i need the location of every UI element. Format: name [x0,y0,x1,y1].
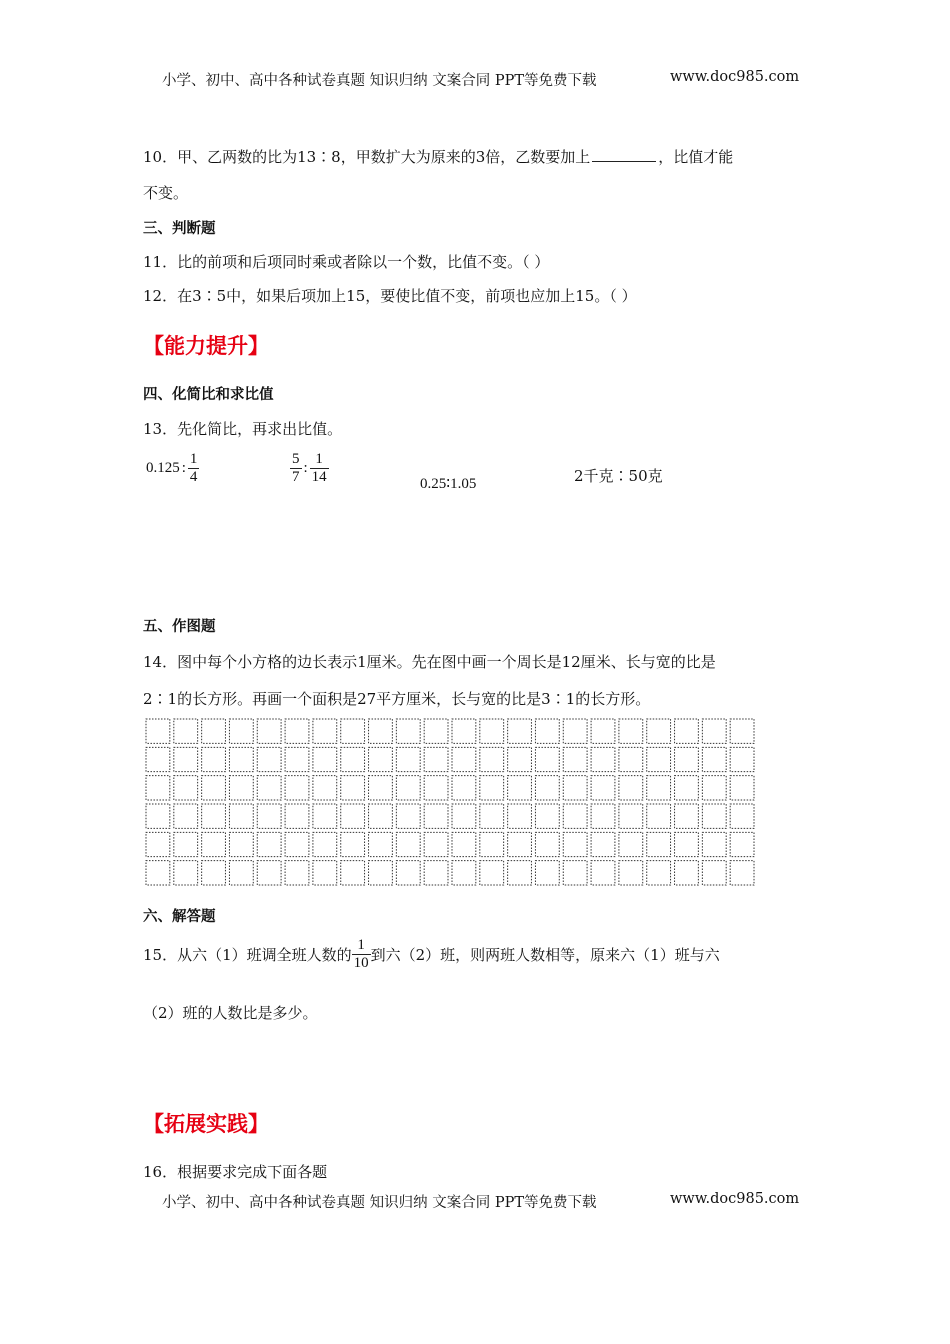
footer-url[interactable]: www.doc985.com [670,1191,800,1207]
drawing-grid[interactable] [143,716,757,888]
grid-cell[interactable] [341,776,365,800]
footer-left: 小学、初中、高中各种试卷真题 知识归纳 文案合同 PPT等免费下载 [162,1195,597,1211]
grid-cell[interactable] [452,832,476,856]
grid-cell[interactable] [285,719,309,743]
section-heading-judgement: 三、判断题 [143,221,216,237]
grid-cell[interactable] [369,719,393,743]
grid-cell[interactable] [146,861,170,885]
grid-cell[interactable] [452,804,476,828]
grid-cell[interactable] [341,832,365,856]
question-10 [143,146,733,167]
grid-cell[interactable] [675,832,699,856]
grid-cell[interactable] [174,804,198,828]
expr1-colon: : [181,459,186,476]
question-15 [143,937,720,971]
grid-cell[interactable] [480,861,504,885]
question-10-text-end: ，比值才能 [658,148,734,166]
expr2-denominator-1: 7 [292,468,300,485]
grid-cell[interactable] [702,776,726,800]
grid-cell[interactable] [730,776,754,800]
header-url[interactable]: www.doc985.com [670,69,800,85]
grid-cell[interactable] [285,776,309,800]
grid-cell[interactable] [535,776,559,800]
grid-cell[interactable] [146,719,170,743]
question-15-fraction [352,937,371,971]
banner-ability: 【能力提升】 [143,334,269,358]
grid-cell[interactable] [619,804,643,828]
grid-cell[interactable] [257,861,281,885]
grid-cell[interactable] [647,719,671,743]
expr1-decimal: 0.125 [146,459,180,476]
grid-cell[interactable] [480,804,504,828]
grid-cell[interactable] [563,832,587,856]
expr1-numerator: 1 [189,451,198,467]
grid-cell[interactable] [229,804,253,828]
grid-cell[interactable] [702,747,726,771]
grid-cell[interactable] [647,776,671,800]
grid-cell[interactable] [257,776,281,800]
grid-cell[interactable] [591,719,615,743]
grid-cell[interactable] [619,776,643,800]
grid-cell[interactable] [535,719,559,743]
grid-cell[interactable] [202,804,226,828]
grid-cell[interactable] [563,747,587,771]
grid-cell[interactable] [591,776,615,800]
grid-cell[interactable] [563,776,587,800]
grid-cell[interactable] [396,776,420,800]
grid-cell[interactable] [257,747,281,771]
grid-cell[interactable] [313,747,337,771]
grid-cell[interactable] [480,719,504,743]
grid-cell[interactable] [396,861,420,885]
grid-cell[interactable] [174,832,198,856]
grid-cell[interactable] [424,804,448,828]
grid-cell[interactable] [452,747,476,771]
grid-cell[interactable] [146,804,170,828]
grid-cell[interactable] [647,804,671,828]
grid-cell[interactable] [202,832,226,856]
grid-cell[interactable] [396,804,420,828]
grid-cell[interactable] [369,776,393,800]
grid-cell[interactable] [313,861,337,885]
grid-cell[interactable] [647,747,671,771]
expr2-colon: : [303,459,308,476]
grid-cell[interactable] [591,747,615,771]
expr2-numerator-2: 1 [315,451,323,467]
grid-cell[interactable] [229,747,253,771]
grid-cell[interactable] [202,719,226,743]
expr2-fraction-2 [310,451,329,485]
grid-cell[interactable] [480,747,504,771]
question-16: 16．根据要求完成下面各题 [143,1163,328,1181]
expression-4: 2千克∶50克 [574,467,663,485]
question-15-text: 15．从六（1）班调全班人数的 [143,945,352,964]
grid-cell[interactable] [675,747,699,771]
grid-cell[interactable] [730,719,754,743]
grid-cell[interactable] [424,861,448,885]
grid-cell[interactable] [146,747,170,771]
grid-cell[interactable] [285,804,309,828]
grid-cell[interactable] [563,804,587,828]
header-left: 小学、初中、高中各种试卷真题 知识归纳 文案合同 PPT等免费下载 [162,73,597,89]
grid-cell[interactable] [508,804,532,828]
grid-cell[interactable] [702,719,726,743]
question-15-text-end: 到六（2）班，则两班人数相等，原来六（1）班与六 [370,945,720,964]
grid-cell[interactable] [174,861,198,885]
grid-cell[interactable] [702,832,726,856]
grid-cell[interactable] [452,719,476,743]
grid-cell[interactable] [508,861,532,885]
grid-cell[interactable] [341,747,365,771]
grid-cell[interactable] [619,747,643,771]
grid-cell[interactable] [146,832,170,856]
grid-cell[interactable] [424,747,448,771]
question-12: 12．在3∶5中，如果后项加上15，要使比值不变，前项也应加上15。（ ） [143,287,637,305]
grid-cell[interactable] [508,719,532,743]
grid-cell[interactable] [229,832,253,856]
grid-cell[interactable] [229,861,253,885]
answer-blank[interactable] [592,147,656,162]
grid-cell[interactable] [508,832,532,856]
grid-cell[interactable] [535,804,559,828]
question-11: 11．比的前项和后项同时乘或者除以一个数，比值不变。（ ） [143,253,550,271]
expression-3: 0.25∶1.05 [420,476,477,492]
grid-cell[interactable] [730,861,754,885]
grid-cell[interactable] [508,747,532,771]
grid-cell[interactable] [647,832,671,856]
grid-cell[interactable] [424,719,448,743]
grid-cell[interactable] [730,747,754,771]
grid-cell[interactable] [396,832,420,856]
grid-cell[interactable] [174,747,198,771]
grid-cell[interactable] [563,861,587,885]
grid-cell[interactable] [424,776,448,800]
grid-cell[interactable] [675,861,699,885]
grid-cell[interactable] [313,776,337,800]
expr1-fraction [188,451,200,485]
grid-cell[interactable] [146,776,170,800]
question-14-line2: 2∶1的长方形。再画一个面积是27平方厘米，长与宽的比是3∶1的长方形。 [143,690,651,708]
grid-cell[interactable] [369,747,393,771]
grid-cell[interactable] [480,776,504,800]
question-13: 13．先化简比，再求出比值。 [143,420,343,438]
grid-cell[interactable] [730,804,754,828]
grid-cell[interactable] [730,832,754,856]
grid-cell[interactable] [675,719,699,743]
question-10-text: 10．甲、乙两数的比为13∶8，甲数扩大为原来的3倍，乙数要加上 [143,148,591,166]
banner-extension: 【拓展实践】 [143,1112,269,1136]
expr2-fraction-1 [290,451,302,485]
expr1-denominator: 4 [189,468,198,485]
grid-cell[interactable] [675,804,699,828]
question-10-line2: 不变。 [143,184,189,202]
grid-cell[interactable] [452,861,476,885]
grid-cell[interactable] [257,832,281,856]
grid-cell[interactable] [257,804,281,828]
grid-cell[interactable] [535,861,559,885]
grid-cell[interactable] [202,861,226,885]
grid-cell[interactable] [535,747,559,771]
grid-cell[interactable] [174,719,198,743]
expression-2 [290,451,329,485]
grid-cell[interactable] [202,747,226,771]
grid-cell[interactable] [591,861,615,885]
grid-cell[interactable] [591,832,615,856]
question-15-line2: （2）班的人数比是多少。 [143,1004,318,1022]
grid-cell[interactable] [702,804,726,828]
grid-cell[interactable] [396,719,420,743]
grid-cell[interactable] [619,861,643,885]
grid-cell[interactable] [452,776,476,800]
grid-cell[interactable] [675,776,699,800]
grid-cell[interactable] [480,832,504,856]
grid-cell[interactable] [563,719,587,743]
grid-cell[interactable] [619,719,643,743]
grid-cell[interactable] [285,747,309,771]
grid-cell[interactable] [174,776,198,800]
grid-cell[interactable] [313,719,337,743]
grid-cell[interactable] [647,861,671,885]
grid-cell[interactable] [341,861,365,885]
grid-cell[interactable] [313,832,337,856]
grid-cell[interactable] [313,804,337,828]
grid-cell[interactable] [535,832,559,856]
expr2-numerator-1: 5 [292,451,300,467]
section-heading-answer: 六、解答题 [143,909,216,925]
grid-cell[interactable] [424,832,448,856]
grid-cell[interactable] [369,832,393,856]
grid-cell[interactable] [369,861,393,885]
grid-cell[interactable] [257,719,281,743]
expr2-denominator-2: 14 [311,468,327,485]
grid-cell[interactable] [396,747,420,771]
question-15-denominator: 10 [353,954,369,971]
expression-1 [146,451,199,485]
grid-cell[interactable] [341,719,365,743]
grid-cell[interactable] [285,832,309,856]
question-15-numerator: 1 [357,937,365,953]
grid-cell[interactable] [229,719,253,743]
grid-cell[interactable] [508,776,532,800]
grid-cell[interactable] [229,776,253,800]
grid-cell[interactable] [702,861,726,885]
question-14-line1: 14．图中每个小方格的边长表示1厘米。先在图中画一个周长是12厘米、长与宽的比是 [143,653,716,671]
grid-cell[interactable] [591,804,615,828]
grid-cell[interactable] [619,832,643,856]
grid-cell[interactable] [202,776,226,800]
grid-cell[interactable] [341,804,365,828]
section-heading-drawing: 五、作图题 [143,619,216,635]
section-heading-simplify: 四、化简比和求比值 [143,387,274,403]
grid-cell[interactable] [285,861,309,885]
grid-cell[interactable] [369,804,393,828]
